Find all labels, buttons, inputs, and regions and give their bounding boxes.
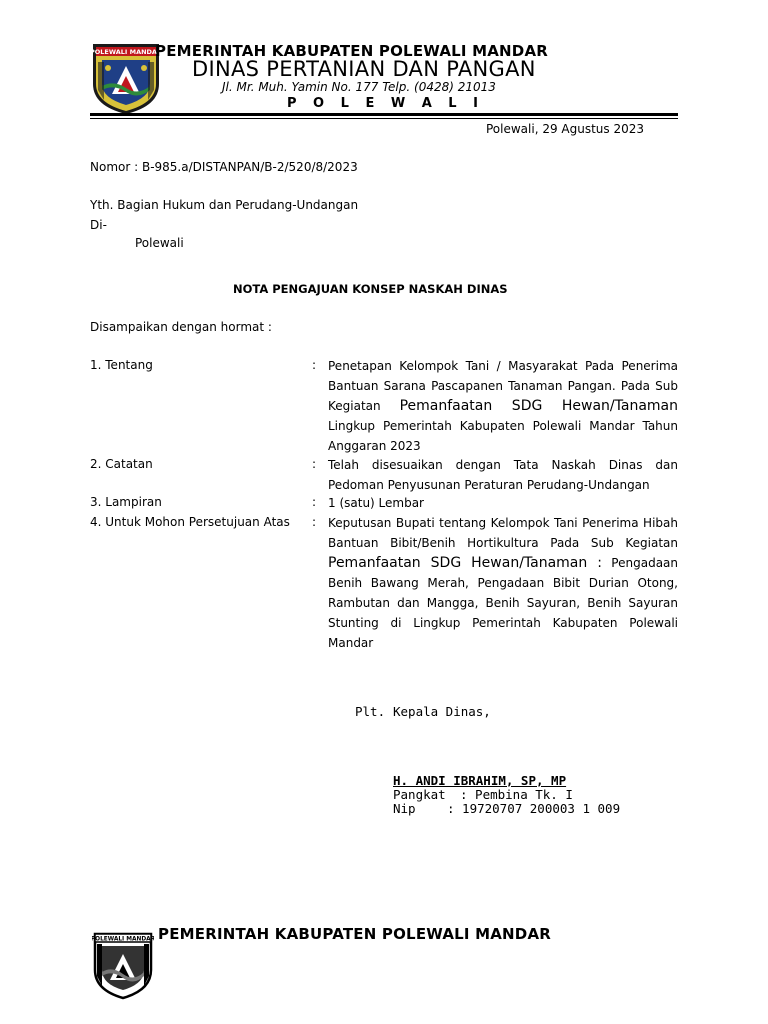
item-label: 1. Tentang <box>90 358 153 372</box>
item-colon: : <box>312 515 317 529</box>
item-label: 4. Untuk Mohon Persetujuan Atas <box>90 515 290 529</box>
emblem-label: POLEWALI MANDAR <box>90 48 162 56</box>
item-text-part: Keputusan Bupati tentang Kelompok Tani Penerima Hibah Bantuan Bibit/Benih Hortikultura Pada Sub Kegiatan <box>328 516 678 550</box>
item-colon: : <box>312 358 317 372</box>
signatory-rank: : Pembina Tk. I <box>460 787 573 802</box>
item-colon: : <box>312 457 317 471</box>
item-label: 2. Catatan <box>90 457 153 471</box>
item-label: 3. Lampiran <box>90 495 162 509</box>
footer-government-name: PEMERINTAH KABUPATEN POLEWALI MANDAR <box>158 925 552 943</box>
item-text-emphasis: Pemanfaatan SDG Hewan/Tanaman <box>399 398 678 414</box>
recipient-di: Di- <box>90 218 107 232</box>
letterhead-divider-thin <box>90 118 678 119</box>
agency-address: Jl. Mr. Muh. Yamin No. 177 Telp. (0428) 21013 <box>222 80 496 94</box>
item-text-part: Penetapan Kelompok Tani / Masyarakat Pada Penerima Bantuan Sarana Pascapanen Tanaman Pangan. Pada Sub Kegiatan <box>328 359 678 413</box>
government-name: PEMERINTAH KABUPATEN POLEWALI MANDAR <box>155 42 549 60</box>
item-text-part: Lingkup Pemerintah Kabupaten Polewali Mandar Tahun Anggaran 2023 <box>328 419 678 453</box>
letterhead-divider <box>90 113 678 116</box>
signatory-nip-label: Nip <box>393 801 416 816</box>
signatory-name: H. ANDI IBRAHIM, SP, MP <box>393 773 567 788</box>
recipient-line: Yth. Bagian Hukum dan Perudang-Undangan <box>90 198 359 212</box>
regency-emblem-footer <box>92 930 154 1000</box>
signatory-nip: : 19720707 200003 1 009 <box>447 801 621 816</box>
letter-number: Nomor : B-985.a/DISTANPAN/B-2/520/8/2023 <box>90 160 358 174</box>
document-title: NOTA PENGAJUAN KONSEP NASKAH DINAS <box>233 282 508 296</box>
item-text-emphasis: Pemanfaatan SDG Hewan/Tanaman : <box>328 555 602 571</box>
emblem-label: POLEWALI MANDAR <box>92 936 154 943</box>
signature-plt: Plt. <box>355 704 386 719</box>
signatory-rank-label: Pangkat <box>393 787 446 802</box>
item-text-part: Pengadaan Benih Bawang Merah, Pengadaan Bibit Durian Otong, Rambutan dan Mangga, Benih Sayuran, Benih Sayuran Stunting di Lingkup Pemerintah Kabupaten Polewali Mandar <box>328 556 679 650</box>
regency-emblem <box>90 40 162 116</box>
opening-line: Disampaikan dengan hormat : <box>90 320 272 334</box>
recipient-city: Polewali <box>135 236 184 250</box>
item-text: 1 (satu) Lembar <box>328 496 424 510</box>
item-colon: : <box>312 495 317 509</box>
agency-name: DINAS PERTANIAN DAN PANGAN <box>192 57 536 81</box>
item-text <box>328 513 678 653</box>
signature-position: Kepala Dinas, <box>393 704 491 719</box>
letter-date: Polewali, 29 Agustus 2023 <box>486 122 645 136</box>
item-text <box>328 356 678 456</box>
agency-city: P O L E W A L I <box>287 96 484 111</box>
item-text: Telah disesuaikan dengan Tata Naskah Dinas dan Pedoman Penyusunan Peraturan Perudang-Undangan <box>328 458 678 492</box>
